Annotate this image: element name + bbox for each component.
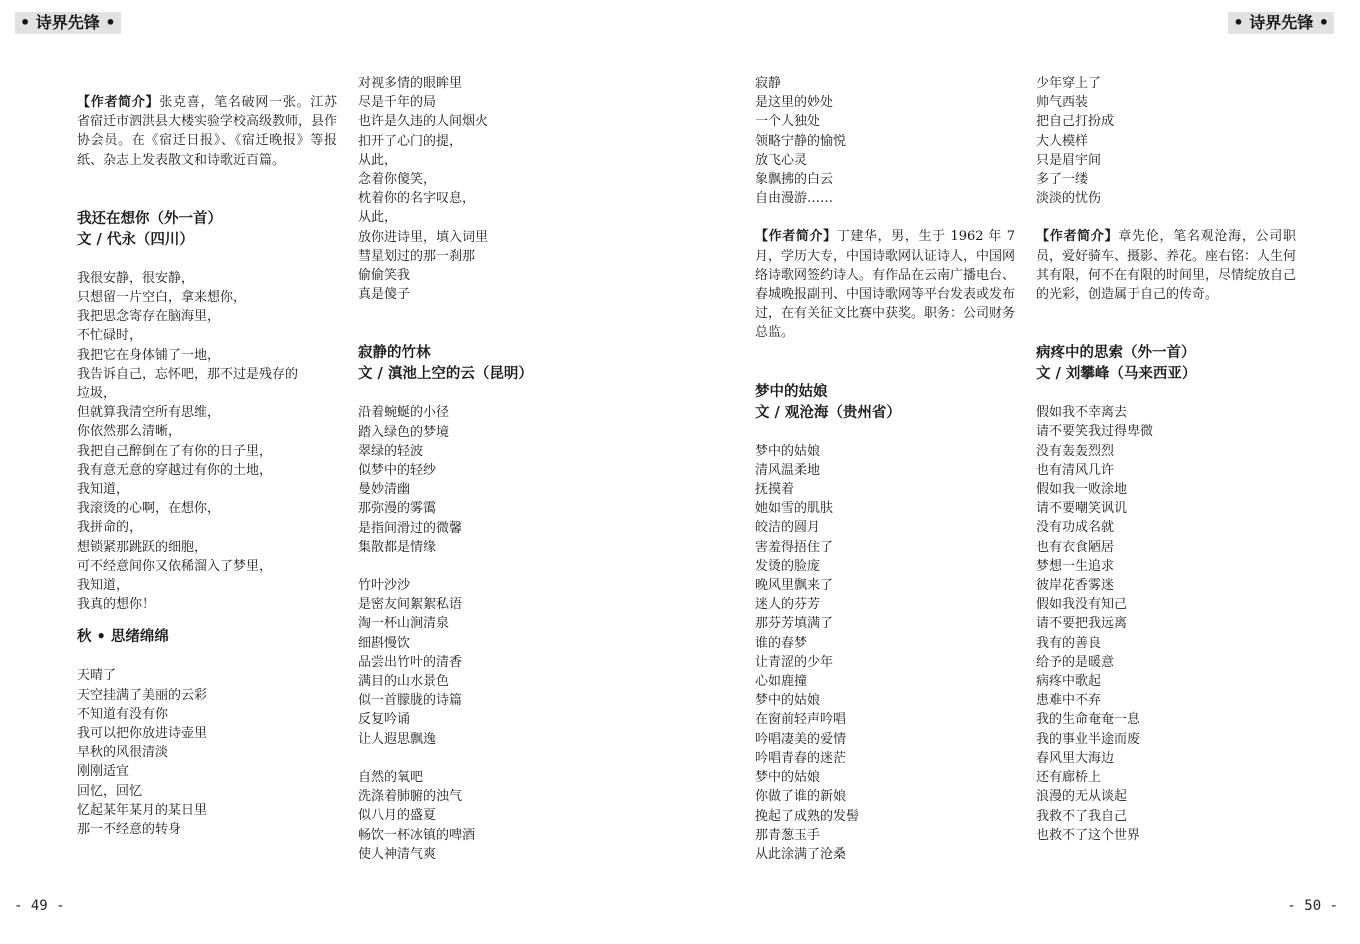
- poem-line: 梦中的姑娘: [755, 693, 821, 709]
- poem-line: 使人神清气爽: [358, 846, 437, 862]
- poem-line: 假如我一败涂地: [1036, 482, 1128, 498]
- poem-author: 文 / 观沧海（贵州省）: [755, 403, 901, 421]
- poem-line: 竹叶沙沙: [358, 578, 411, 594]
- author-bio-ding-jianhua: [755, 227, 1015, 342]
- poem-line: 沿着蜿蜒的小径: [358, 405, 450, 421]
- column-3: [755, 74, 1015, 864]
- poem-line: 患难中不弃: [1036, 693, 1102, 709]
- poem-line: 垃圾，: [77, 386, 117, 402]
- poem-line: 没有功成名就: [1036, 520, 1115, 536]
- poem-author: 文 / 刘攀峰（马来西亚）: [1036, 365, 1197, 383]
- page-number-left: - 49 -: [14, 898, 65, 914]
- poem-line: 我可以把你放进诗壶里: [77, 726, 208, 742]
- poem-line: 我有意无意的穿越过有你的土地，: [77, 462, 273, 478]
- poem-line: 但就算我清空所有思维，: [77, 405, 221, 421]
- poem-line: 吟唱青春的迷茫: [755, 750, 847, 766]
- column-4: [1036, 74, 1296, 845]
- poem-line: 你做了谁的新娘: [755, 789, 847, 805]
- poem-line: 早秋的风很清淡: [77, 745, 169, 761]
- poem-line: 翠绿的轻波: [358, 443, 424, 459]
- poem-line: 我知道，: [77, 482, 130, 498]
- poem-line: 我拼命的，: [77, 520, 143, 536]
- poem-line: 领略宁静的愉悦: [755, 133, 847, 149]
- poem-line: 我把自己醉倒在了有你的日子里，: [77, 443, 273, 459]
- poem-line: 在窗前轻声吟唱: [755, 712, 847, 728]
- poem-title: 梦中的姑娘: [755, 382, 828, 400]
- poem-line: 大人模样: [1036, 133, 1089, 149]
- page-number-right: - 50 -: [1287, 898, 1338, 914]
- author-bio-zhang-kexi: [77, 93, 337, 170]
- poem-title: 我还在想你（外一首）: [77, 209, 222, 227]
- poem-stanza: [1036, 74, 1296, 208]
- poem-line: 我很安静，很安静，: [77, 270, 195, 286]
- poem-line: 晚风里飘来了: [755, 578, 834, 594]
- poem-line: 忆起某年某月的某日里: [77, 802, 208, 818]
- poem-line: 寂静: [755, 76, 782, 91]
- poem-line: 我把它在身体铺了一地，: [77, 347, 221, 363]
- poem-body: [77, 269, 337, 615]
- poem-body: [755, 442, 1015, 864]
- poem-line: 那青葱玉手: [755, 827, 821, 843]
- bio-text: 章先伦，笔名观沧海，公司职员，爱好骑车、摄影、养花。座右铭：人生何其有限，何不在有限的时间里，尽情绽放自己的光彩，创造属于自己的传奇。: [1036, 229, 1297, 303]
- poem-line: 从此，: [358, 152, 398, 168]
- poem-author: 文 / 代永（四川）: [77, 230, 194, 248]
- poem-line: 我真的想你！: [77, 597, 156, 613]
- poem-line: 是指间滑过的微馨: [358, 520, 463, 536]
- bio-tag: 【作者简介】: [77, 95, 160, 110]
- poem-line: 梦想一生追求: [1036, 558, 1115, 574]
- poem-line: 帅气西装: [1036, 95, 1089, 111]
- poem-line: 不忙碌时，: [77, 328, 143, 344]
- poem-line: 放飞心灵: [755, 152, 808, 168]
- poem-line: 畅饮一杯冰镇的啤酒: [358, 827, 476, 843]
- poem-line: 也有衣食陋居: [1036, 539, 1115, 555]
- poem-line: 多了一缕: [1036, 172, 1089, 188]
- poem-line: 自由漫游……: [755, 191, 834, 207]
- poem-line: 请不要嘲笑讽讥: [1036, 501, 1128, 517]
- poem-line: 迷人的芬芳: [755, 597, 821, 613]
- poem-line: 那芬芳填满了: [755, 616, 834, 632]
- bio-text: 丁建华，男，生于 1962 年 7 月，学历大专，中国诗歌网认证诗人，中国网络诗歌网签约诗人。有作品在云南广播电台、春城晚报副刊、中国诗歌网等平台发表或发布过，在有关征文比赛中获奖。职务：公司财务总监。: [755, 229, 1016, 341]
- poem-line: 踏入绿色的梦境: [358, 424, 450, 440]
- poem-line: 似八月的盛夏: [358, 808, 437, 824]
- column-2: [358, 74, 618, 864]
- bio-tag: 【作者简介】: [1036, 229, 1119, 245]
- poem-line: 也救不了这个世界: [1036, 827, 1141, 843]
- poem-line: 念着你傻笑，: [358, 172, 437, 188]
- poem-line: 你依然那么清晰，: [77, 424, 182, 440]
- poem-line: 一个人独处: [755, 114, 821, 130]
- poem-line: 她如雪的肌肤: [755, 501, 834, 517]
- poem-line: 病疼中歌起: [1036, 674, 1102, 690]
- poem-line: 浪漫的无从谈起: [1036, 789, 1128, 805]
- poem-line: 想锁紧那跳跃的细胞，: [77, 539, 208, 555]
- poem-line: 对视多情的眼眸里: [358, 76, 463, 91]
- poem-line: 挽起了成熟的发髻: [755, 808, 860, 824]
- bio-text: 张克喜，笔名破网一张。江苏省宿迁市泗洪县大楼实验学校高级教师，县作协会员。在《宿迁日报》、《宿迁晚报》等报纸、杂志上发表散文和诗歌近百篇。: [77, 95, 338, 168]
- poem-line: 也有清风几许: [1036, 462, 1115, 478]
- poem-line: 似梦中的轻纱: [358, 463, 437, 479]
- poem-line: 没有轰轰烈烈: [1036, 443, 1115, 459]
- poem-line: 放你进诗里，填入词里: [358, 229, 489, 245]
- poem-line: 少年穿上了: [1036, 76, 1102, 91]
- poem-line: 心如鹿撞: [755, 674, 808, 690]
- poem-line: 给予的是暖意: [1036, 654, 1115, 670]
- magazine-header-left: • 诗界先锋 •: [15, 12, 121, 34]
- poem-line: 是这里的妙处: [755, 95, 834, 111]
- poem-line: 只想留一片空白，拿来想你，: [77, 290, 247, 306]
- poem-line: 我的事业半途而废: [1036, 731, 1141, 747]
- poem-line: 彗星划过的那一刹那: [358, 248, 476, 264]
- poem-line: 细斟慢饮: [358, 635, 411, 651]
- bio-tag: 【作者简介】: [755, 229, 837, 245]
- poem-line: 集散都是情缘: [358, 539, 437, 555]
- poem-stanza: [755, 74, 1015, 208]
- poem-stanza: [358, 403, 618, 557]
- poem-author: 文 / 滇池上空的云（昆明）: [358, 365, 533, 383]
- poem-line: 发烫的脸庞: [755, 558, 821, 574]
- poem-line: 把自己打扮成: [1036, 114, 1115, 130]
- poem-line: 天晴了: [77, 668, 117, 684]
- poem-line: 偷偷笑我: [358, 268, 411, 284]
- poem-line: 象飘拂的白云: [755, 172, 834, 188]
- poem-line: 假如我没有知己: [1036, 597, 1128, 613]
- poem-line: 自然的氧吧: [358, 769, 424, 785]
- poem-line: 是密友间絮絮私语: [358, 597, 463, 613]
- poem-line: 淡淡的忧伤: [1036, 191, 1102, 207]
- poem-line: 皎洁的圆月: [755, 520, 821, 536]
- poem-line: 抚摸着: [755, 482, 795, 498]
- poem-line: 可不经意间你又依稀溜入了梦里，: [77, 558, 273, 574]
- poem-line: 淘一杯山涧清泉: [358, 616, 450, 632]
- poem-line: 尽是千年的局: [358, 95, 437, 111]
- poem-line: 天空挂满了美丽的云彩: [77, 687, 208, 703]
- poem-line: 请不要笑我过得卑微: [1036, 424, 1154, 440]
- poem-line: 真是傻子: [358, 287, 411, 303]
- poem-line: 我知道，: [77, 578, 130, 594]
- poem-line: 回忆，回忆: [77, 783, 143, 799]
- poem-line: 我滚烫的心啊，在想你，: [77, 501, 221, 517]
- poem-line: 曼妙清幽: [358, 482, 411, 498]
- poem-stanza: [358, 576, 618, 749]
- poem-line: 梦中的姑娘: [755, 443, 821, 459]
- poem-body: [358, 74, 618, 304]
- poem-body: [77, 666, 337, 839]
- poem-title: 秋 • 思绪绵绵: [77, 628, 169, 646]
- poem-line: 也许是久违的人间烟火: [358, 114, 489, 130]
- poem-line: 洗涤着肺腑的浊气: [358, 789, 463, 805]
- poem-line: 还有廊桥上: [1036, 770, 1102, 786]
- poem-line: 彼岸花香雾迷: [1036, 578, 1115, 594]
- poem-line: 我有的善良: [1036, 635, 1102, 651]
- poem-line: 我的生命奄奄一息: [1036, 712, 1141, 728]
- poem-line: 假如我不幸离去: [1036, 405, 1128, 421]
- poem-line: 清风温柔地: [755, 462, 821, 478]
- poem-line: 不知道有没有你: [77, 706, 169, 722]
- poem-line: 害羞得捂住了: [755, 539, 834, 555]
- poem-line: 那一不经意的转身: [77, 822, 182, 838]
- magazine-header-right: • 诗界先锋 •: [1228, 12, 1334, 34]
- column-1: [77, 74, 337, 839]
- poem-line: 吟唱凄美的爱情: [755, 731, 847, 747]
- poem-line: 梦中的姑娘: [755, 770, 821, 786]
- poem-title: 病疼中的思索（外一首）: [1036, 344, 1196, 362]
- poem-stanza: [358, 768, 618, 864]
- poem-line: 我告诉自己，忘怀吧，那不过是残存的: [77, 366, 299, 382]
- poem-line: 扣开了心门的提，: [358, 133, 463, 149]
- poem-line: 似一首朦胧的诗篇: [358, 693, 463, 709]
- poem-line: 我救不了我自己: [1036, 808, 1128, 824]
- poem-line: 我把思念寄存在脑海里，: [77, 309, 221, 325]
- poem-line: 谁的春梦: [755, 635, 808, 651]
- poem-line: 那弥漫的雾霭: [358, 501, 437, 517]
- poem-line: 枕着你的名字叹息，: [358, 191, 476, 207]
- poem-line: 只是眉宇间: [1036, 152, 1102, 168]
- poem-line: 品尝出竹叶的清香: [358, 654, 463, 670]
- poem-line: 让人遐思飘逸: [358, 731, 437, 747]
- poem-line: 请不要把我远离: [1036, 616, 1128, 632]
- poem-line: 从此，: [358, 210, 398, 226]
- poem-line: 反复吟诵: [358, 712, 411, 728]
- author-bio-zhang-xianlun: [1036, 227, 1296, 304]
- poem-title: 寂静的竹林: [358, 344, 431, 362]
- poem-line: 刚刚适宜: [77, 764, 130, 780]
- poem-body: [1036, 403, 1296, 845]
- poem-line: 从此涂满了沧桑: [755, 846, 847, 862]
- poem-line: 让青涩的少年: [755, 654, 834, 670]
- poem-line: 春风里大海边: [1036, 750, 1115, 766]
- poem-line: 满目的山水景色: [358, 674, 450, 690]
